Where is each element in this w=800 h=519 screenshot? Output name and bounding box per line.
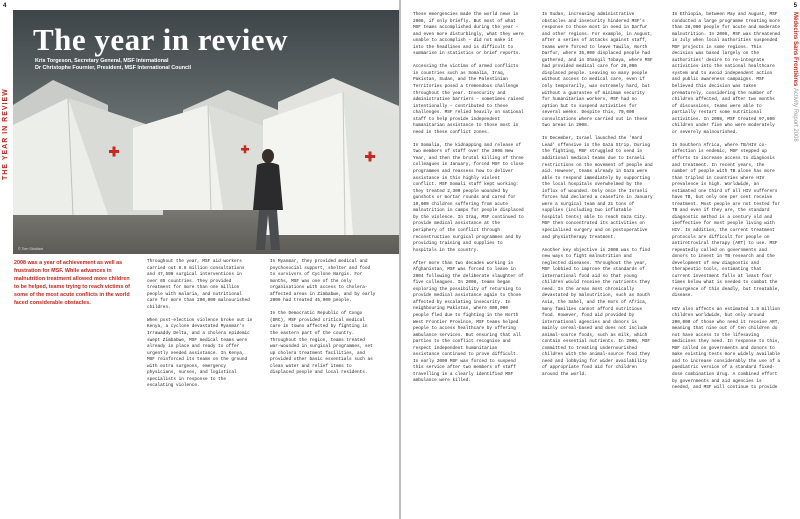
author-line-1: Kris Torgeson, Secretary General, MSF International bbox=[35, 58, 169, 64]
paragraph: In Sudan, increasing administrative obstacles and insecurity hindered MSF's response to those most in need in Darfur and other regions. For example, in August, after a series of attacks against staff, teams were forced to leave Tawila, North Darfur, where 35,000 displaced people had gathered, and in Shangil Tobaya, where MSF had provided medical care for 28,000 displaced people. Leaving so many people without access to medical care, even if only temporarily, was extremely hard, but without a guarantee of minimum security for humanitarian workers, MSF had no option but to suspend activities for several weeks. Despite this, 70,000 consultations where carried out in these two areas in 2008. bbox=[542, 12, 653, 129]
paragraph: In Myanmar, they provided medical and psychosocial support, shelter and food to survivors of Cyclone Nargis. For months, MSF was one of the only organisations with access to cholera-affected areas in Zimbabwe, and by early 2009 had treated 45,000 people. bbox=[270, 259, 376, 304]
column-4 bbox=[542, 12, 655, 385]
section-label: THE YEAR IN REVIEW bbox=[2, 88, 9, 180]
page-number-left: 4 bbox=[3, 3, 7, 9]
page-number-right: 5 bbox=[793, 3, 797, 9]
page-title: The year in review bbox=[33, 22, 288, 57]
paragraph: Another key objective in 2008 was to find new ways to fight malnutrition and neglected diseases. Throughout the year, MSF lobbied to improve the standards of international food aid so that young children would receive the nutrients they need. In the areas most chronically devastated by malnutrition, such as South Asia, the Sahel, and the Horn of Africa, many families cannot afford nutritious food. However, food aid provided by international agencies and donors is mainly cereal-based and does not include animal-source foods, such as milk, which contain essential nutrients. In 2008, MSF committed to treating undernourished children with the animal-source food they need and lobbying for wider availability of appropriate food aid for children around the world. bbox=[542, 247, 651, 377]
paragraph: In December, Israel launched the 'Hard Lead' offensive in the Gaza Strip. During the fighting, MSF struggled to send in additional medical teams due to Israeli restrictions on the movement of people and aid. However, teams already in Gaza were able to respond immediately by supporting the local hospitals overwhelmed by the influx of wounded. Only once the Israeli forces had declared a ceasefire in January were a surgical team and 21 tons of supplies (including two inflatable hospital tents) able to reach Gaza City. MSF then concentrated its activities on specialised surgery and on postoperative and physiotherapy treatment. bbox=[542, 136, 653, 240]
paragraph: These emergencies made the world news in 2008, if only briefly. But most of what MSF teams accomplished during the year – and even more disturbingly, what they were unable to accomplish – did not make it into the headlines and is difficult to summarise in statistics or brief reports. bbox=[413, 12, 524, 57]
column-3-text bbox=[413, 12, 525, 392]
paragraph: Accessing the victims of armed conflicts in countries such as Somalia, Iraq, Pakistan, Sudan, and the Palestinian Territories posed a tremendous challenge throughout the year. Insecurity and administrative barriers – sometimes raised intentionally – contributed to these challenges. MSF relied heavily on national staff to help provide independent humanitarian assistance to those most in need in these conflict zones. bbox=[413, 64, 524, 135]
column-1 bbox=[147, 259, 253, 396]
column-5 bbox=[672, 12, 782, 398]
publication-subtitle: Activity Report 2008 bbox=[792, 88, 798, 142]
paragraph: In Somalia, the kidnapping and release of two members of staff over the 2008 New Year, and then the brutal killing of three colleagues in January, forced MSF to close programmes and reassess how to deliver assistance in this highly violent conflict. MSF Somali staff kept working: they treated 2,300 people wounded by gunshots or mortar rounds and cared for 10,000 children suffering from acute malnutrition in camps for people displaced by the violence. In Iraq, MSF continued to provide medical assistance at the periphery of the conflict through reconstructive surgical programmes and by providing training and supplies to hospitals in the country. bbox=[413, 142, 524, 253]
paragraph: After more than two decades working in Afghanistan, MSF was forced to leave in 2004 following the deliberate slaughter of five colleagues. In 2008, teams began exploring the possibility of returning to provide medical assistance again to those affected by escalating insecurity. In neighbouring Pakistan, where 600,000 people fled due to fighting in the North West Frontier Province, MSF teams helped people to access healthcare by offering ambulance services. But ensuring that all parties to the conflict recognise and respect independent humanitarian assistance continued to prove difficult. In early 2009 MSF was forced to suspend this service after two members of staff travelling in a clearly identified MSF ambulance were killed. bbox=[413, 260, 524, 384]
photo-credit: © Tom Stoddart bbox=[18, 247, 43, 251]
paragraph: In the Democratic Republic of Congo (DRC), MSF provided critical medical care in towns affected by fighting in the eastern part of the country. Throughout the region, teams treated war-wounded in surgical programmes, set up cholera treatment facilities, and provided other basic essentials such as clean water and relief items to displaced people and local residents. bbox=[270, 311, 373, 376]
page-gutter bbox=[399, 0, 401, 519]
publication-title: Médecins Sans Frontières bbox=[792, 12, 798, 87]
paragraph: When post-election violence broke out in Kenya, a cyclone devastated Myanmar's Irrawaddy Delta, and a cholera epidemic swept Zimbabwe, MSF medical teams were already in place and ready to offer urgently needed assistance. In Kenya, MSF reinforced its teams on the ground with extra surgeons, emergency physicians, nurses, and logistical specialists in response to the escalating violence. bbox=[147, 317, 253, 389]
publication-label bbox=[788, 12, 798, 232]
column-2 bbox=[270, 259, 376, 383]
paragraph: In Ethiopia, between May and August, MSF conducted a large programme treating more than 28,000 people for acute and moderate malnutrition. In 2008, MSF was threatened in July when local authorities suspended MSF projects in some regions. This decision was based largely on the authorities' desire to re-integrate activities into the national healthcare system and to avoid independent action and public awareness campaigns. MSF believed this decision was taken prematurely, considering the number of children affected, and after two months of discussions, teams were able to partially restart some nutritional activities. In 2008, MSF treated 97,600 children under five who were moderately or severely malnourished. bbox=[672, 12, 781, 135]
paragraph: HIV also affects an estimated 1.9 million children worldwide, but only around 200,000 of those who need it receive ART, meaning that nine out of ten children do not have access to the lifesaving medicines they need. In response to this, MSF called on governments and donors to make existing tests more widely available and to increase considerably the use of a paediatric version of a standard fixed-dose combination drug. A combined effort by governments and aid agencies is needed, and MSF will continue to provide bbox=[672, 306, 781, 391]
paragraph: In Southern Africa, where TB/HIV co-infection is endemic, MSF stepped up efforts to increase access to diagnosis and treatment. In recent years, the number of people with TB alone has more than tripled in countries where HIV prevalence is high. Worldwide, an estimated one third of all HIV sufferers have TB, but only one per cent receive treatment. Most people are not tested for TB and even if they are, the standard diagnostic method is a century old and ineffective for most people living with HIV. In addition, the current treatment protocols are difficult for people on antiretroviral therapy (ART) to use. MSF repeatedly called on governments and donors to invest in TB research and the development of new diagnostic and therapeutic tools, estimating that current investment falls at least four times below what is needed to combat the resurgence of this deadly, but treatable, disease. bbox=[672, 142, 781, 299]
paragraph: Throughout the year, MSF aid workers carried out 8.8 million consultations and 47,500 surgical interventions in over 65 countries. They provided treatment for more than one million people with malaria, and nutritional care for more than 200,000 malnourished children. bbox=[147, 259, 250, 310]
intro-paragraph: 2008 was a year of achievement as well as frustration for MSF. While advances in malnutrition treatment allowed more children to be helped, teams trying to reach victims of some of the most acute conflicts in the world faced considerable obstacles. bbox=[14, 260, 130, 306]
author-line-2: Dr Christophe Fournier, President, MSF International Council bbox=[35, 65, 192, 71]
